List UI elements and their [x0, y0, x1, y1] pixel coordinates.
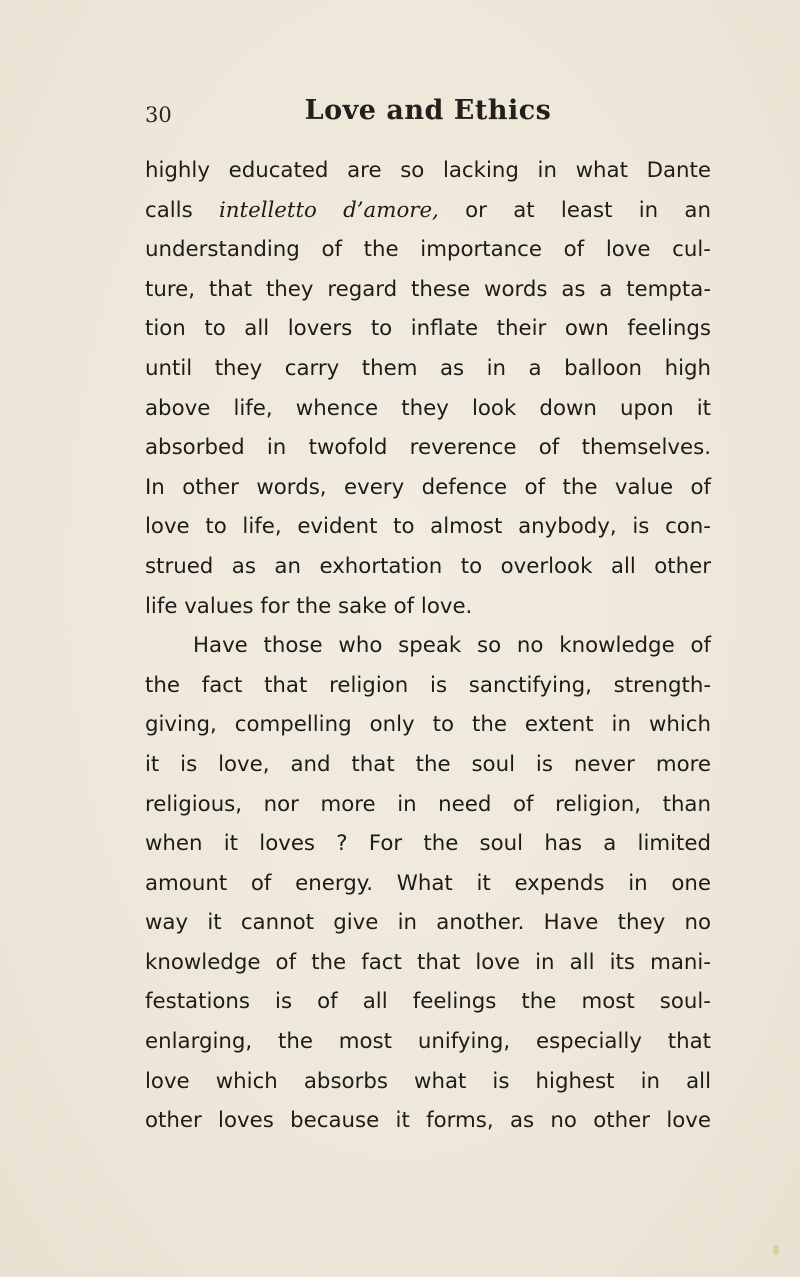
text-line: religious, nor more in need of religion, than	[145, 791, 711, 817]
text-line	[145, 191, 711, 231]
text-segment: or at least in an	[465, 197, 711, 223]
text-line: strued as an exhortation to overlook all other	[145, 553, 711, 579]
text-line: tion to all lovers to inflate their own feelings	[145, 316, 711, 342]
text-line: highly educated are so lacking in what Dante	[145, 158, 711, 183]
text-line: love to life, evident to almost anybody, is con-	[145, 514, 711, 540]
text-line: In other words, every defence of the value of	[145, 474, 711, 500]
text-line: the fact that religion is sanctifying, strength-	[145, 672, 711, 698]
text-line: way it cannot give in another. Have they no	[145, 910, 711, 936]
text-line: above life, whence they look down upon it	[145, 395, 711, 421]
text-line: other loves because it forms, as no other love	[145, 1108, 711, 1134]
page-number: 30	[145, 103, 172, 127]
text-line: Have those who speak so no knowledge of	[193, 633, 711, 659]
body-text	[145, 151, 711, 1141]
text-line: it is love, and that the soul is never more	[145, 751, 711, 777]
text-line: love which absorbs what is highest in all	[145, 1068, 711, 1094]
text-line: festations is of all feelings the most soul-	[145, 989, 711, 1015]
text-line: amount of energy. What it expends in one	[145, 870, 711, 896]
text-line: when it loves ? For the soul has a limited	[145, 831, 711, 857]
text-line: life values for the sake of love.	[145, 593, 473, 619]
text-line: giving, compelling only to the extent in which	[145, 712, 711, 738]
text-line: knowledge of the fact that love in all its mani-	[145, 949, 711, 975]
page-header	[145, 95, 711, 135]
text-line: absorbed in twofold reverence of themselves.	[145, 435, 711, 461]
text-segment: calls	[145, 197, 193, 223]
text-line: understanding of the importance of love cul-	[145, 237, 711, 263]
paper-speck	[773, 1245, 779, 1255]
running-title: Love and Ethics	[304, 95, 552, 126]
text-line: ture, that they regard these words as a tempta-	[145, 276, 711, 302]
text-line: enlarging, the most unifying, especially that	[145, 1029, 711, 1055]
text-line: until they carry them as in a balloon high	[145, 355, 711, 381]
italic-phrase: intelletto d’amore,	[219, 197, 439, 223]
